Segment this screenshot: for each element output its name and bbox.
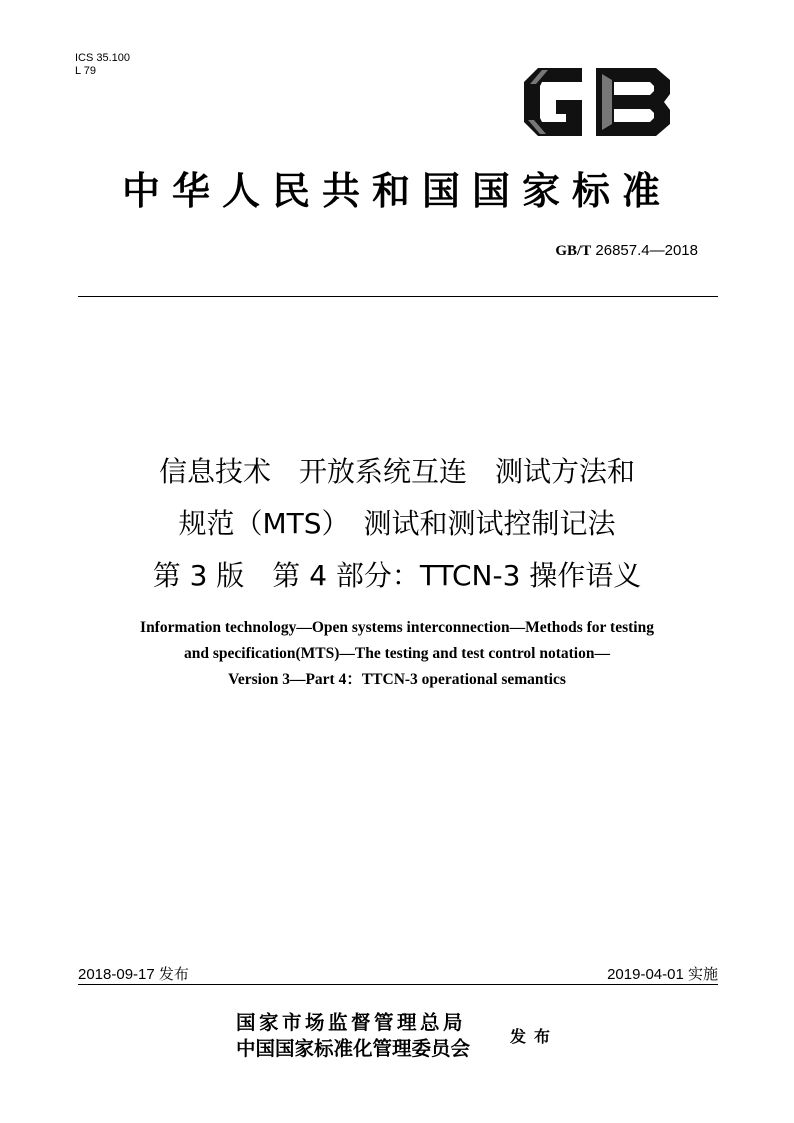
top-divider [78,296,718,297]
chinese-title-line-1: 信息技术 开放系统互连 测试方法和 [158,455,635,488]
standard-number [555,242,698,260]
publish-label: 发布 [510,1027,559,1046]
implementation-date: 2019-04-01 实施 [607,966,718,983]
english-title-line-1: Information technology—Open systems interconnection—Methods for testing [140,619,654,636]
chinese-title [40,446,754,602]
standard-code: 26857.4—2018 [595,242,698,259]
english-title [40,615,754,693]
chinese-title-line-3: 第 3 版 第 4 部分：TTCN-3 操作语义 [152,559,642,592]
gb-logo [518,60,676,144]
issuing-authorities [236,1010,470,1062]
issue-date: 2018-09-17 发布 [78,966,189,983]
issuer-samr: 国家市场监督管理总局 [236,1011,467,1034]
classification-codes [75,52,130,78]
issuer-sac: 中国国家标准化管理委员会 [236,1037,471,1060]
ics-code: ICS 35.100 [75,52,131,64]
english-title-line-2: and specification(MTS)—The testing and test control notation— [184,645,610,662]
bottom-divider [78,984,718,985]
national-standard-heading: 中华人民共和国国家标准 [121,168,672,213]
english-title-line-3: Version 3—Part 4：TTCN-3 operational semantics [228,671,566,688]
gb-logo-g-icon [524,68,582,136]
chinese-title-line-2: 规范（MTS） 测试和测试控制记法 [178,507,616,540]
standard-prefix: GB/T [555,243,592,259]
gb-logo-b-icon [596,68,670,136]
ccs-code: L 79 [75,65,97,77]
